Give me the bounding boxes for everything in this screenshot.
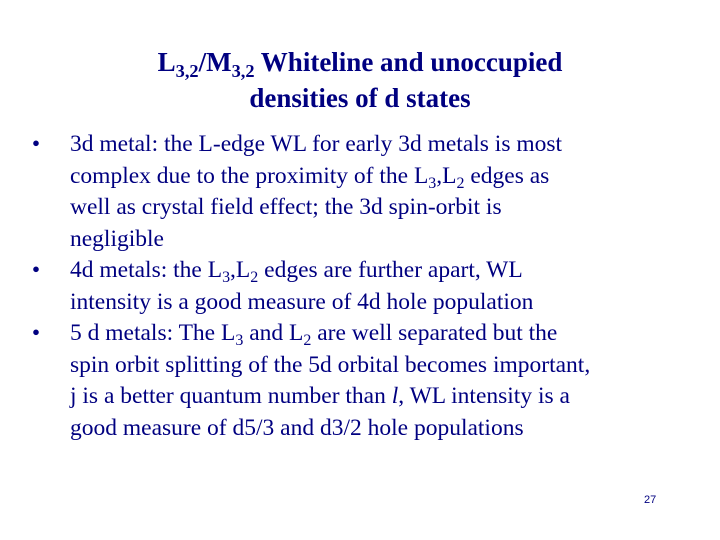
bullet-list [24, 129, 704, 444]
title-line-2: densities of d states [249, 83, 471, 113]
title-line-1: $L_{3,2}/M_{3,2}$ Whiteline and unoccupied [157, 47, 563, 81]
bullet-icon: • [31, 320, 41, 346]
bullet-icon: • [31, 257, 41, 283]
page-number: 27 [644, 494, 657, 506]
bullet-item-3d-metals: • 3d metal: the L-edge WL for early 3d metals is most complex due to the proximity of the $L_3,L_2$ edges as well as crystal field effect; the 3d spin-orbit is negligible [24, 129, 704, 255]
bullet-icon: • [31, 131, 41, 157]
bullet-item-5d-metals: • 5 d metals: The $L_3$ and $L_2$ are well separated but the spin orbit splitting of the 5d orbital becomes important, j is a better quantum number than l, WL intensity is a good measure of d5/3 and d3/2 hole populations [24, 318, 704, 444]
bullet-item-4d-metals: • 4d metals: the $L_3,L_2$ edges are further apart, WL intensity is a good measure of 4d hole population [24, 255, 704, 318]
slide-title [40, 44, 680, 116]
